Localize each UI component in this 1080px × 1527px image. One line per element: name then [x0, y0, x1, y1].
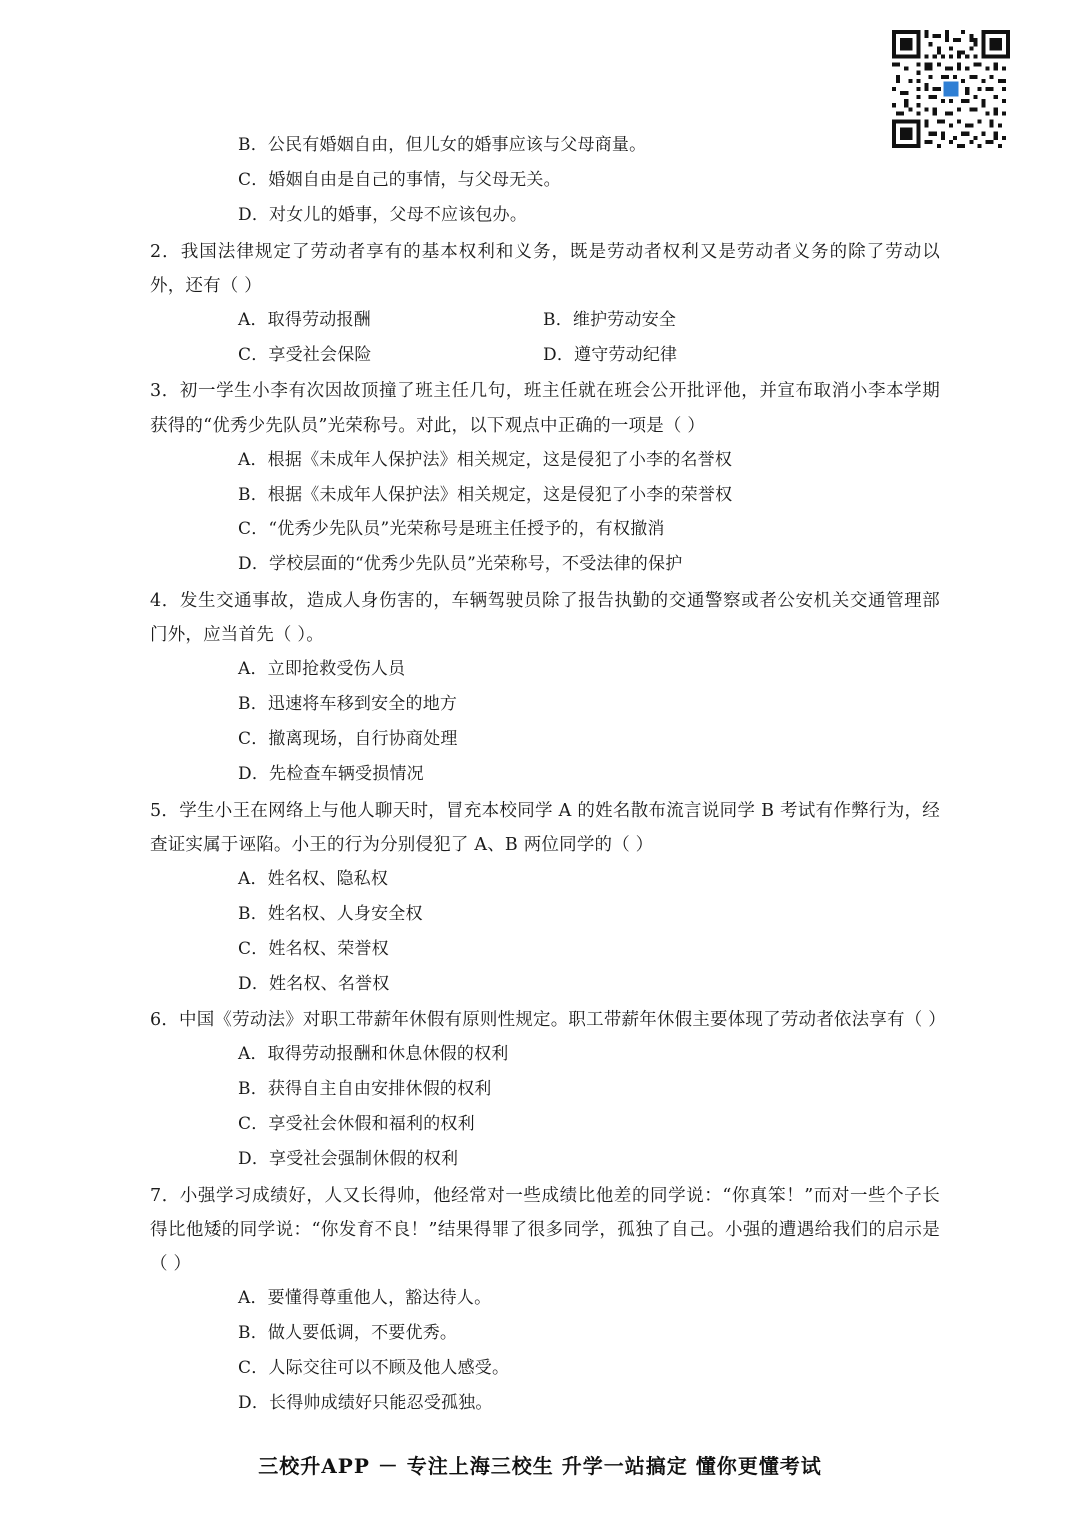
question-stem: 4．发生交通事故，造成人身伤害的，车辆驾驶员除了报告执勤的交通警察或者公安机关交通管理部门外，应当首先（ ）。 — [150, 591, 940, 646]
option-a[interactable]: A．要懂得尊重他人，豁达待人。 — [238, 1288, 492, 1309]
question-list — [150, 128, 946, 1423]
question-stem: 7．小强学习成绩好，人又长得帅，他经常对一些成绩比他差的同学说：“你真笨！”而对一些个子长得比他矮的同学说：“你发育不良！”结果得罪了很多同学，孤独了自己。小强的遭遇给我们的启示是（ ） — [150, 1185, 940, 1275]
option-c[interactable]: C．“优秀少先队员”光荣称号是班主任授予的，有权撤消 — [238, 519, 665, 540]
option-b[interactable]: B．迅速将车移到安全的地方 — [238, 694, 458, 715]
option-d[interactable]: D．姓名权、名誉权 — [238, 973, 390, 994]
option-b[interactable]: B．维护劳动安全 — [543, 309, 677, 330]
option-b[interactable]: B．公民有婚姻自由，但儿女的婚事应该与父母商量。 — [238, 135, 647, 155]
option-list — [150, 128, 940, 233]
option-list — [150, 862, 940, 1001]
question-stem: 5．学生小王在网络上与他人聊天时，冒充本校同学 A 的姓名散布流言说同学 B 考试有作弊行为，经查证实属于诬陷。小王的行为分别侵犯了 A、B 两位同学的（ ） — [150, 800, 940, 855]
option-b[interactable]: B．根据《未成年人保护法》相关规定，这是侵犯了小李的荣誉权 — [238, 484, 733, 505]
question-item — [150, 374, 940, 582]
page-footer: 三校升APP － 专注上海三校生 升学一站搞定 懂你更懂考试 — [258, 1454, 822, 1478]
option-c[interactable]: C．享受社会保险 — [238, 344, 372, 365]
option-c[interactable]: C．撤离现场，自行协商处理 — [238, 729, 458, 750]
question-item — [150, 794, 940, 1002]
option-b[interactable]: B．姓名权、人身安全权 — [238, 903, 423, 924]
option-a[interactable]: A．取得劳动报酬和休息休假的权利 — [238, 1044, 509, 1065]
option-a[interactable]: A．取得劳动报酬 — [238, 309, 371, 330]
option-d[interactable]: D．长得帅成绩好只能忍受孤独。 — [238, 1392, 493, 1413]
option-c[interactable]: C．人际交往可以不顾及他人感受。 — [238, 1357, 510, 1378]
option-b[interactable]: B．获得自主自由安排休假的权利 — [238, 1079, 492, 1100]
option-a[interactable]: A．立即抢救受伤人员 — [238, 659, 406, 680]
option-row — [150, 338, 940, 373]
question-stem: 6．中国《劳动法》对职工带薪年休假有原则性规定。职工带薪年休假主要体现了劳动者依法享有（ ） — [150, 1010, 946, 1031]
option-d[interactable]: D．学校层面的“优秀少先队员”光荣称号，不受法律的保护 — [238, 554, 683, 575]
question-stem: 3．初一学生小李有次因故顶撞了班主任几句，班主任就在班会公开批评他，并宣布取消小李本学期获得的“优秀少先队员”光荣称号。对此，以下观点中正确的一项是（ ） — [150, 381, 940, 436]
option-list — [150, 1037, 940, 1176]
option-c[interactable]: C．享受社会休假和福利的权利 — [238, 1114, 475, 1135]
question-item — [150, 584, 940, 792]
option-a[interactable]: A．根据《未成年人保护法》相关规定，这是侵犯了小李的名誉权 — [238, 449, 733, 470]
question-item — [150, 1179, 940, 1421]
option-d[interactable]: D．先检查车辆受损情况 — [238, 763, 424, 784]
question-stem: 2．我国法律规定了劳动者享有的基本权利和义务，既是劳动者权利又是劳动者义务的除了劳动以外，还有（ ） — [150, 241, 940, 296]
option-c[interactable]: C．婚姻自由是自己的事情，与父母无关。 — [238, 169, 561, 190]
option-d[interactable]: D．对女儿的婚事，父母不应该包办。 — [238, 204, 528, 225]
option-list — [150, 1281, 940, 1420]
option-list — [150, 443, 940, 582]
option-b[interactable]: B．做人要低调，不要优秀。 — [238, 1323, 458, 1344]
question-item — [150, 1003, 946, 1177]
option-d[interactable]: D．遵守劳动纪律 — [543, 344, 678, 365]
question-item — [150, 128, 940, 233]
option-list — [150, 652, 940, 791]
option-c[interactable]: C．姓名权、荣誉权 — [238, 938, 389, 959]
option-a[interactable]: A．姓名权、隐私权 — [238, 868, 389, 889]
option-d[interactable]: D．享受社会强制休假的权利 — [238, 1149, 459, 1169]
question-item — [150, 235, 940, 373]
option-row — [150, 303, 940, 338]
